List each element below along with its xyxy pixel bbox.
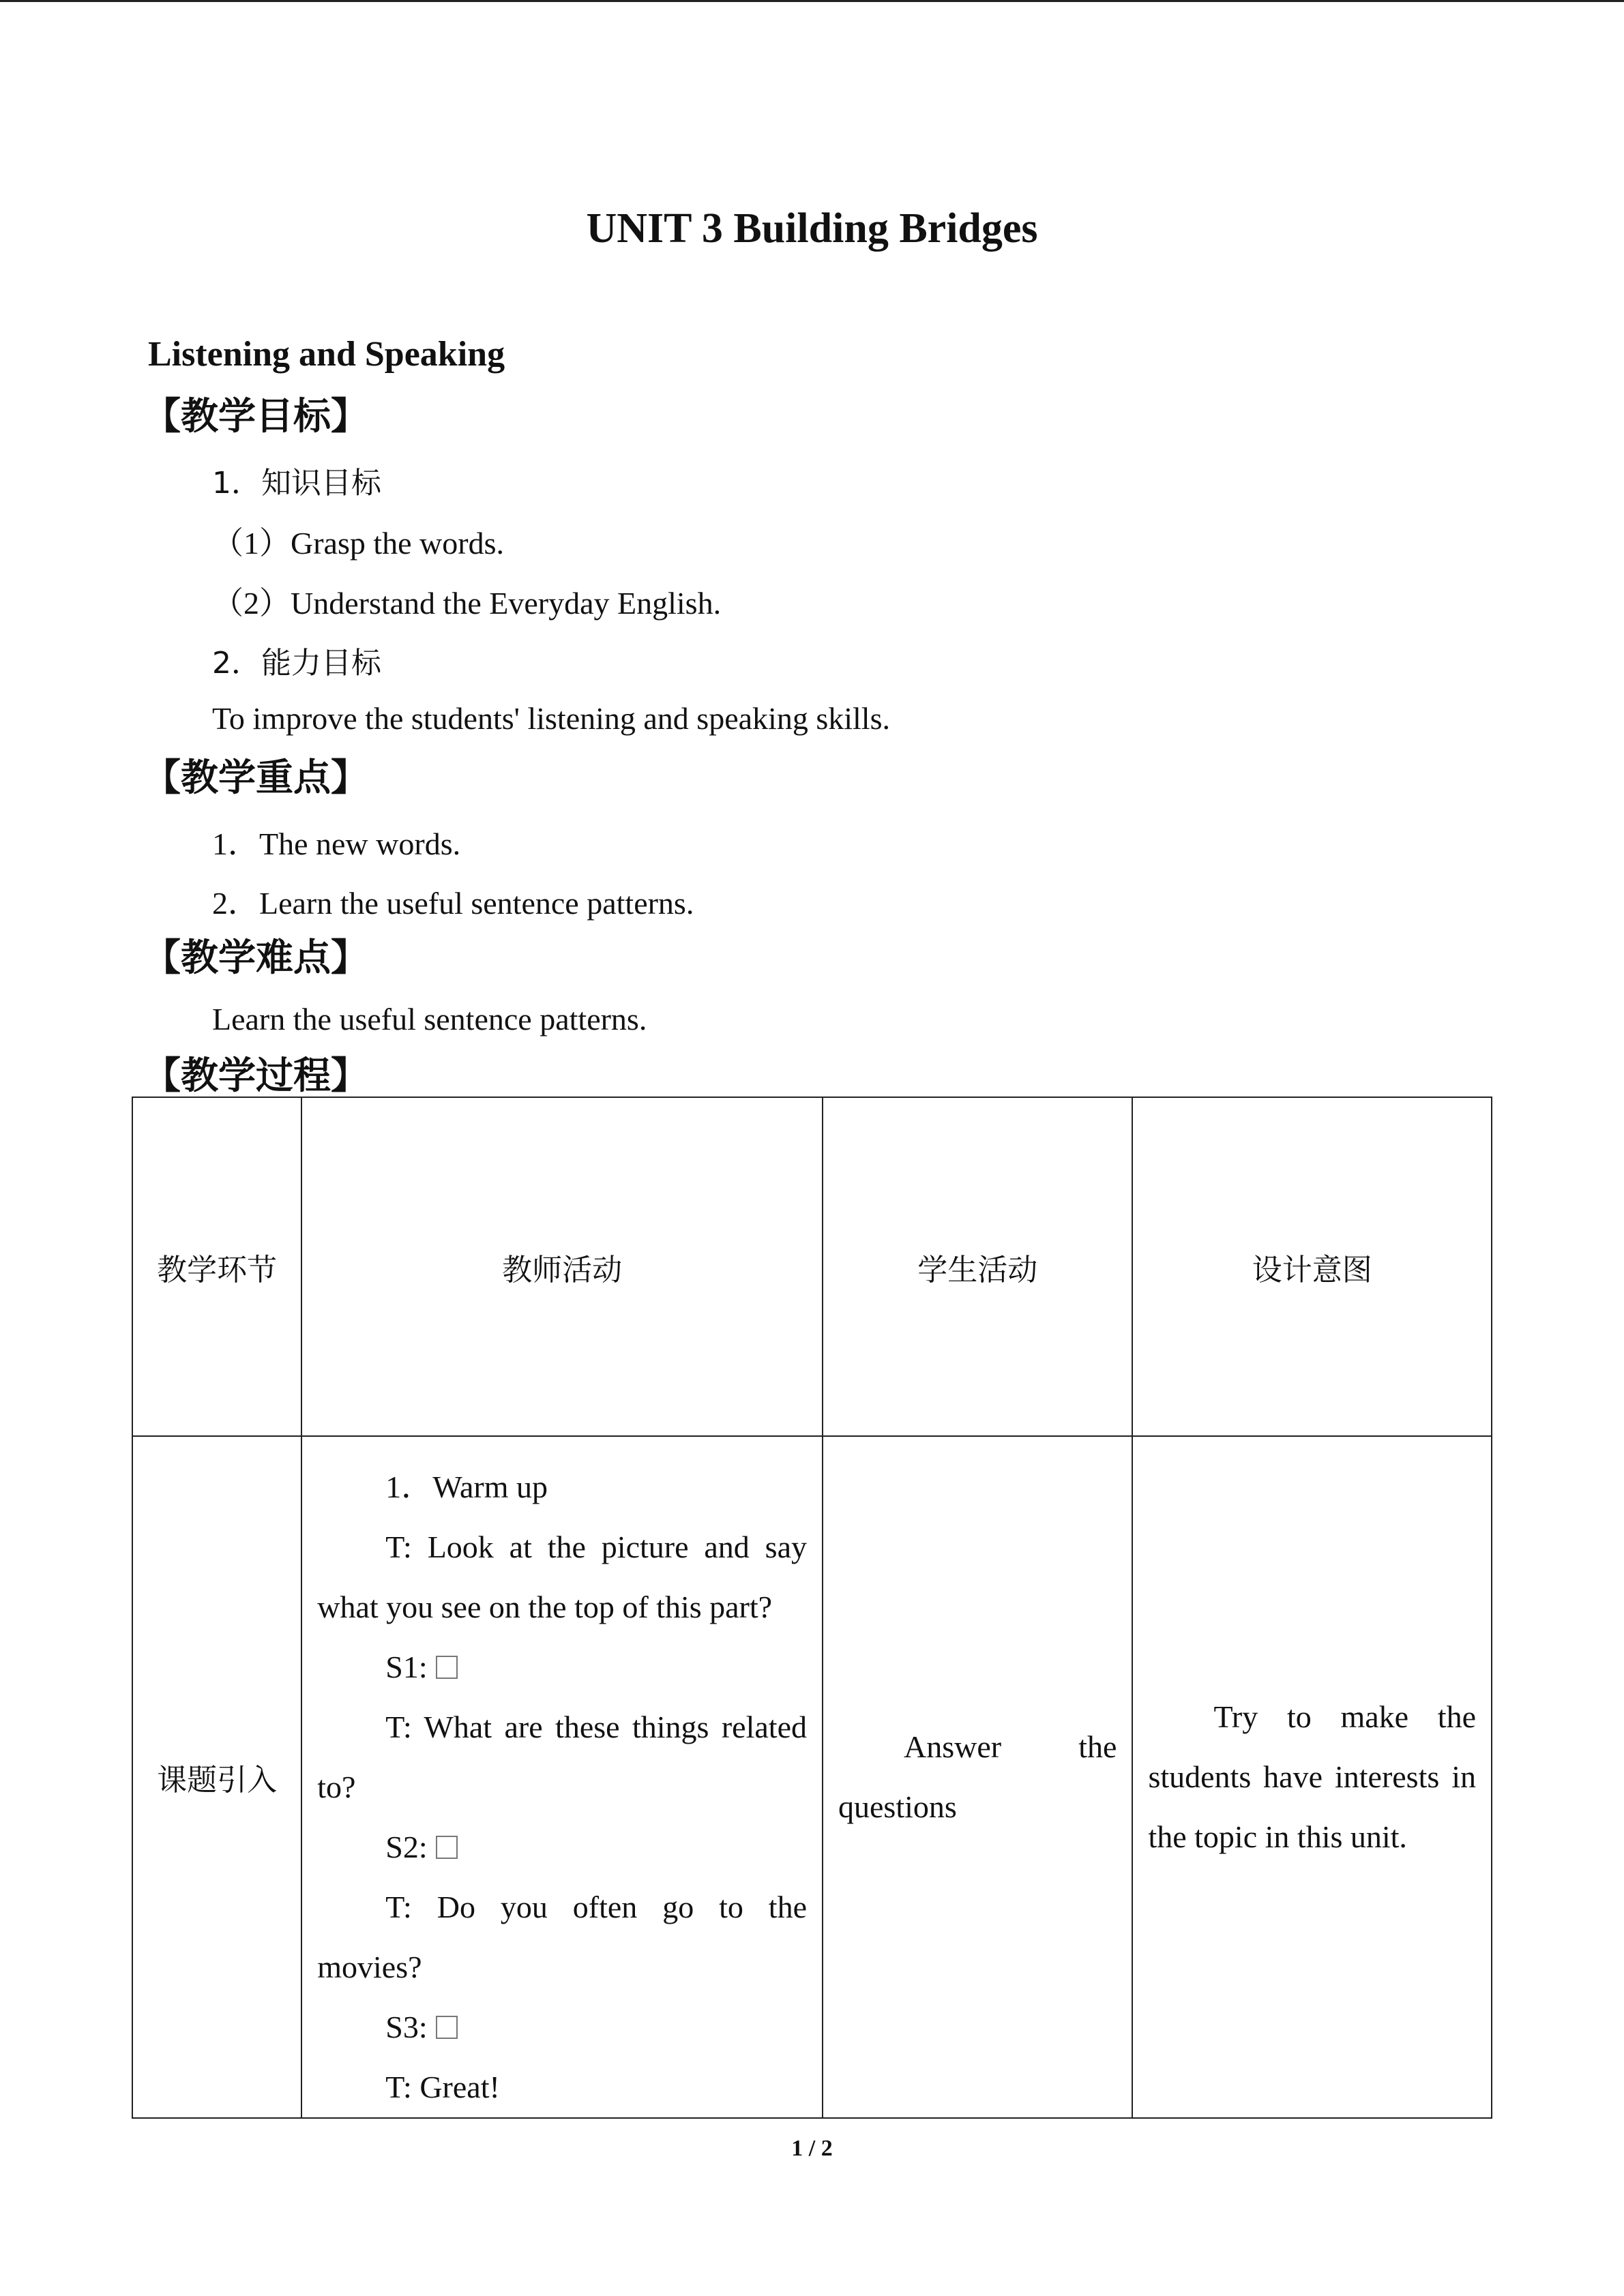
ability-goal-label: 2．能力目标 (212, 646, 381, 681)
key-point-1: 1．The new words. (212, 826, 461, 861)
section-subtitle: Listening and Speaking (148, 335, 505, 374)
objective-item-1: （1）Grasp the words. (212, 526, 504, 561)
answer-box-icon (436, 2016, 458, 2039)
key-point-2: 2．Learn the useful sentence patterns. (212, 886, 694, 921)
warm-up-line: 1．Warm up (385, 1470, 548, 1504)
page-title: UNIT 3 Building Bridges (586, 205, 1038, 252)
heading-process: 【教学过程】 (143, 1054, 369, 1097)
col-header-stage: 教学环节 (132, 1097, 301, 1436)
table-row (132, 1436, 1492, 2118)
student-activity-text: Answer the questions (838, 1729, 1117, 1824)
design-intent-text: Try to make the students have interests in the topic in this unit. (1148, 1699, 1476, 1854)
col-header-student-activity: 学生活动 (823, 1097, 1132, 1436)
teacher-line-4: T: Great! (385, 2070, 500, 2104)
answer-box-icon (436, 1836, 458, 1859)
stage-cell: 课题引入 (132, 1436, 301, 2118)
ability-goal-text: To improve the students' listening and speaking skills. (212, 701, 890, 736)
col-header-teacher-activity: 教师活动 (301, 1097, 823, 1436)
student-reply-1: S1: (317, 1637, 807, 1697)
page-number: 1 / 2 (791, 2136, 833, 2161)
answer-box-icon (436, 1656, 458, 1679)
process-table (132, 1097, 1492, 2119)
student-activity-cell (823, 1436, 1132, 2118)
design-intent-cell (1132, 1436, 1492, 2118)
student-reply-3: S3: (317, 1997, 807, 2057)
objective-item-2: （2）Understand the Everyday English. (212, 586, 722, 621)
teacher-line-2: T: What are these things related to? (317, 1710, 807, 1804)
teacher-activity-cell (301, 1436, 823, 2118)
heading-objectives: 【教学目标】 (143, 394, 369, 438)
teacher-line-3: T: Do you often go to the movies? (317, 1890, 807, 1984)
difficulty-text: Learn the useful sentence patterns. (212, 1002, 647, 1037)
heading-key-points: 【教学重点】 (143, 756, 369, 799)
heading-difficulties: 【教学难点】 (143, 936, 369, 979)
teacher-line-1: T: Look at the picture and say what you see on the top of this part? (317, 1530, 807, 1624)
knowledge-goal-label: 1．知识目标 (212, 466, 381, 501)
col-header-design-intent: 设计意图 (1132, 1097, 1492, 1436)
student-reply-2: S2: (317, 1817, 807, 1877)
top-border-rule (0, 0, 1624, 2)
table-header-row (132, 1097, 1492, 1436)
